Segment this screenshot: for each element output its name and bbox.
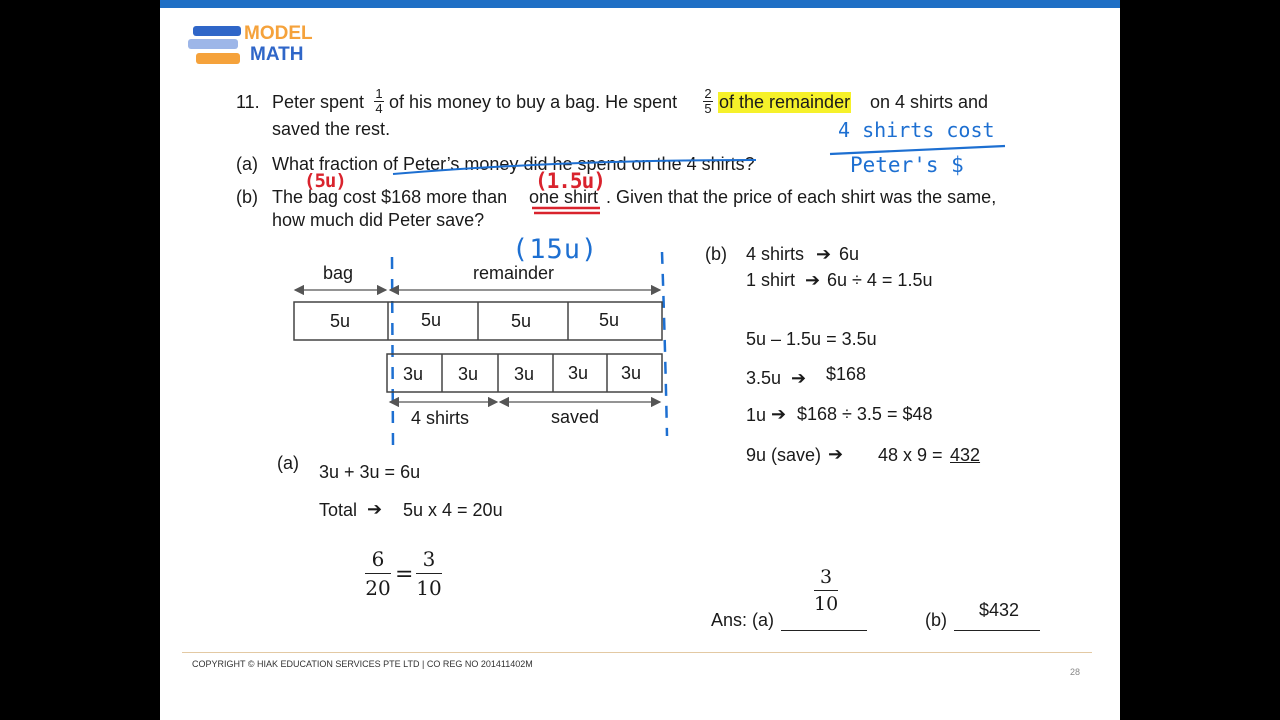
bottom-cell-1: 3u bbox=[403, 364, 424, 384]
top-cell-2: 5u bbox=[421, 310, 442, 330]
annotation-shirts-cost: 4 shirts cost bbox=[838, 118, 995, 142]
highlighted-remainder-text: of the remainder bbox=[719, 92, 851, 112]
top-cell-3: 5u bbox=[511, 311, 532, 331]
footer-copyright: COPYRIGHT © HIAK EDUCATION SERVICES PTE LTD | CO REG NO 201411402M bbox=[192, 659, 533, 669]
annotation-5u: (5u) bbox=[304, 170, 346, 192]
answer-b-label: (b) bbox=[925, 610, 947, 630]
remainder-label: remainder bbox=[473, 263, 555, 283]
work-b-l1b: 6u bbox=[839, 244, 860, 264]
work-b-l4b: $168 bbox=[826, 364, 867, 384]
question-number: 11. bbox=[236, 92, 260, 112]
arrow-icon: ➔ bbox=[805, 270, 821, 290]
work-b-l4a: 3.5u bbox=[746, 368, 782, 388]
question-text-1d: on 4 shirts and bbox=[870, 92, 989, 112]
logo-math-text: MATH bbox=[250, 44, 304, 65]
fraction-two-fifths: 2 5 bbox=[704, 86, 712, 116]
top-cell-1: 5u bbox=[330, 311, 351, 331]
page-number: 28 bbox=[1070, 667, 1081, 677]
work-b-l3: 5u – 1.5u = 3.5u bbox=[746, 329, 877, 349]
work-b-l5a: 1u bbox=[746, 405, 767, 425]
work-b-l1a: 4 shirts bbox=[746, 244, 805, 264]
bottom-cell-2: 3u bbox=[458, 364, 479, 384]
annotation-1-5u: (1.5u) bbox=[535, 169, 605, 193]
arrow-icon: ➔ bbox=[816, 244, 832, 264]
annotation-peters-money: Peter's $ bbox=[850, 153, 964, 177]
question-text-2: saved the rest. bbox=[272, 119, 391, 139]
work-a-total-value: 5u x 4 = 20u bbox=[403, 500, 503, 520]
part-a-label: (a) bbox=[236, 154, 258, 174]
work-b-l2a: 1 shirt bbox=[746, 270, 796, 290]
work-a-total-label: Total bbox=[319, 500, 358, 520]
work-b-label: (b) bbox=[705, 244, 727, 264]
one-shirt-text: one shirt bbox=[529, 187, 599, 207]
work-a-label: (a) bbox=[277, 453, 299, 473]
part-a-question: What fraction of Peter’s money did he spend on the 4 shirts? bbox=[272, 154, 755, 174]
part-b-label: (b) bbox=[236, 187, 258, 207]
answer-label: Ans: (a) bbox=[711, 610, 775, 630]
work-b-l5b: $168 ÷ 3.5 = $48 bbox=[797, 404, 933, 424]
top-cell-4: 5u bbox=[599, 310, 620, 330]
fraction-3-10: 3 10 bbox=[416, 547, 442, 600]
work-b-l6a: 9u (save) bbox=[746, 445, 822, 465]
logo-model-text: MODEL bbox=[244, 23, 313, 44]
answer-a-fraction: 3 10 bbox=[814, 566, 839, 615]
part-b-question-a: The bag cost $168 more than bbox=[272, 187, 508, 207]
bottom-cell-5: 3u bbox=[621, 363, 642, 383]
answer-b-value: $432 bbox=[979, 600, 1020, 620]
saved-label: saved bbox=[551, 407, 600, 427]
arrow-icon: ➔ bbox=[771, 404, 787, 424]
work-b-l2b: 6u ÷ 4 = 1.5u bbox=[827, 270, 933, 290]
annotation-15u: (15u) bbox=[512, 234, 599, 265]
shirts-label: 4 shirts bbox=[411, 408, 470, 428]
arrow-icon: ➔ bbox=[791, 368, 807, 388]
bag-label: bag bbox=[323, 263, 354, 283]
work-a-line1: 3u + 3u = 6u bbox=[319, 462, 421, 482]
footer-divider bbox=[182, 652, 1092, 653]
part-b-question-2: how much did Peter save? bbox=[272, 210, 485, 230]
fraction-6-20: 6 20 bbox=[365, 547, 391, 600]
question-text-1a: Peter spent bbox=[272, 92, 365, 112]
part-b-question-c: . Given that the price of each shirt was the same, bbox=[606, 187, 997, 207]
work-b-answer-432: 432 bbox=[950, 445, 981, 465]
blue-fraction-bar-stroke bbox=[830, 146, 1005, 154]
arrow-icon: ➔ bbox=[828, 444, 844, 464]
equals-sign: = bbox=[395, 562, 414, 587]
question-text-1b: of his money to buy a bag. He spent bbox=[389, 92, 678, 112]
arrow-icon: ➔ bbox=[367, 499, 383, 519]
fraction-one-quarter: 1 4 bbox=[375, 86, 383, 116]
bottom-cell-4: 3u bbox=[568, 363, 589, 383]
bottom-cell-3: 3u bbox=[514, 364, 535, 384]
worksheet-page bbox=[160, 0, 1120, 720]
blue-underline-stroke bbox=[393, 160, 756, 174]
work-b-l6b: 48 x 9 = bbox=[878, 445, 943, 465]
